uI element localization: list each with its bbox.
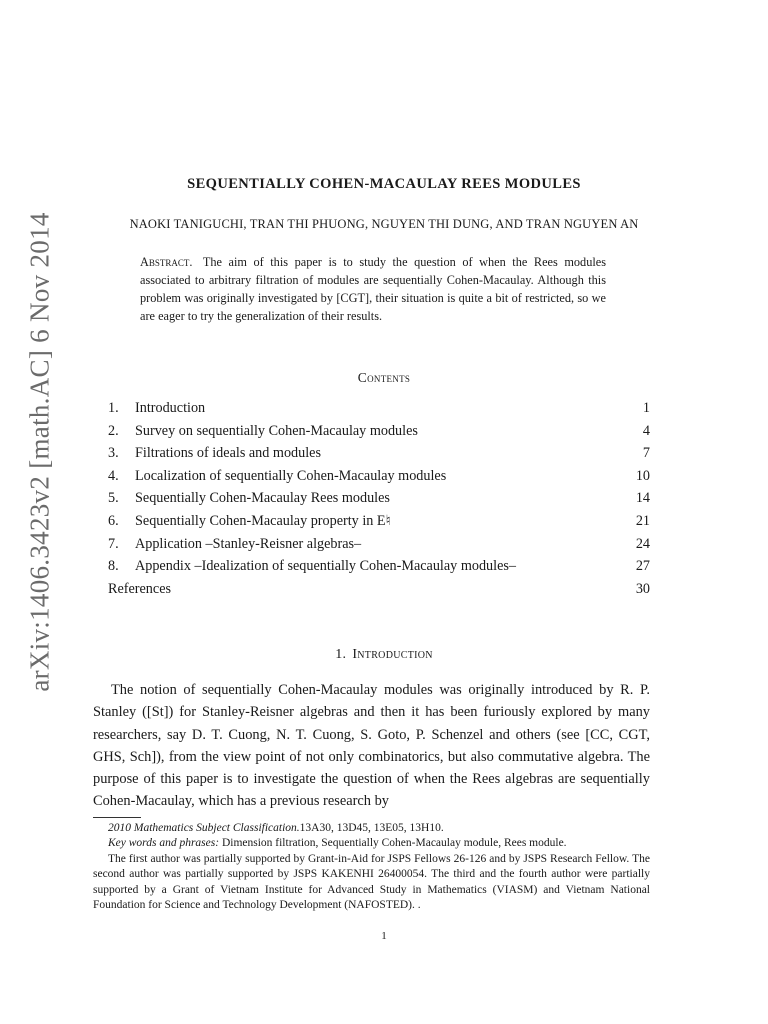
toc-entry[interactable] xyxy=(108,445,650,468)
abstract-text: The aim of this paper is to study the question of when the Rees modules associated to arbitrary filtration of modules are sequentially Cohen-Macaulay. Although this problem was originally investigated by [CGT], their situation is quite a bit of restricted, so we are eager to try the generalization of their results. xyxy=(140,255,607,323)
footnote-keywords xyxy=(93,836,650,851)
toc-entry-number: 6. xyxy=(108,512,119,529)
abstract-label: Abstract. xyxy=(140,255,193,269)
toc-entry-page: 30 xyxy=(635,580,650,597)
arxiv-identifier-stamp xyxy=(0,0,55,1024)
toc-entry[interactable] xyxy=(108,490,650,513)
toc-entry[interactable] xyxy=(108,400,650,423)
toc-entry-page: 7 xyxy=(642,445,650,462)
footnote-msc xyxy=(93,821,650,836)
toc-entry-number: 8. xyxy=(108,558,119,575)
contents-heading: Contents xyxy=(357,370,411,385)
toc-entry-title: Survey on sequentially Cohen-Macaulay modules xyxy=(135,422,418,439)
keywords-label: Key words and phrases: xyxy=(108,837,220,850)
keywords-value: Dimension filtration, Sequentially Cohen-Macaulay module, Rees module. xyxy=(221,837,567,850)
section-heading xyxy=(0,647,768,663)
introduction-body xyxy=(93,679,650,813)
table-of-contents xyxy=(108,400,650,603)
toc-entry[interactable] xyxy=(108,468,650,491)
toc-entry-title: Application –Stanley-Reisner algebras– xyxy=(135,535,362,552)
toc-entry-number: 4. xyxy=(108,467,119,484)
msc-label: 2010 Mathematics Subject Classification. xyxy=(108,822,300,834)
toc-entry-number: 7. xyxy=(108,535,119,552)
body-paragraph: The notion of sequentially Cohen-Macaulay modules was originally introduced by R. P. Stanley ([St]) for Stanley-Reisner algebras and then it has been furiously explored by many researchers, say D. T. Cuong, N. T. Cuong, S. Goto, P. Schenzel and others (see [CC, CGT, GHS, Sch]), from the view point of not only combinatorics, but also commutative algebra. The purpose of this paper is to investigate the question of when the Rees algebras are sequentially Cohen-Macaulay, which has a previous research by xyxy=(93,682,650,810)
toc-entry-title: Appendix –Idealization of sequentially Cohen-Macaulay modules– xyxy=(135,558,516,575)
toc-entry-number: 3. xyxy=(108,445,119,462)
toc-entry-references[interactable] xyxy=(108,581,650,604)
toc-entry-page: 14 xyxy=(635,490,650,507)
toc-entry-title: Localization of sequentially Cohen-Macaulay modules xyxy=(135,467,447,484)
msc-value: 13A30, 13D45, 13E05, 13H10. xyxy=(299,822,444,834)
toc-entry[interactable] xyxy=(108,536,650,559)
toc-entry-page: 10 xyxy=(635,467,650,484)
toc-entry-page: 24 xyxy=(635,535,650,552)
paper-title: SEQUENTIALLY COHEN-MACAULAY REES MODULES xyxy=(187,176,581,192)
footnote-divider xyxy=(93,817,141,818)
toc-entry-title: Introduction xyxy=(135,400,206,416)
toc-entry-title: References xyxy=(108,580,172,597)
toc-entry[interactable] xyxy=(108,558,650,581)
toc-entry-title: Sequentially Cohen-Macaulay Rees modules xyxy=(135,490,390,507)
section-title: Introduction xyxy=(352,647,433,662)
toc-entry[interactable] xyxy=(108,513,650,536)
footnote-support: The first author was partially supported by Grant-in-Aid for JSPS Fellows 26-126 and by JSPS Research Fellow. The second author was partially supported by JSPS KAKENHI 26400054. The third and the fourth author were partially supported by a Grant of Vietnam Institute for Advanced Study in Mathematics (VIASM) and Vietnam National Foundation for Science and Technology Development (NAFOSTED). . xyxy=(93,852,650,912)
toc-entry-title: Filtrations of ideals and modules xyxy=(135,445,321,462)
toc-entry-number: 5. xyxy=(108,490,119,507)
page-number: 1 xyxy=(381,930,387,942)
toc-entry-page: 1 xyxy=(642,400,650,416)
toc-entry-page: 27 xyxy=(635,558,650,575)
toc-entry-number: 2. xyxy=(108,422,119,439)
toc-entry[interactable] xyxy=(108,423,650,446)
arxiv-stamp-text: arXiv:1406.3423v2 [math.AC] 6 Nov 2014 xyxy=(24,212,55,692)
toc-entry-number: 1. xyxy=(108,400,119,416)
toc-entry-page: 4 xyxy=(642,422,650,439)
abstract xyxy=(140,253,606,325)
author-list: NAOKI TANIGUCHI, TRAN THI PHUONG, NGUYEN THI DUNG, AND TRAN NGUYEN AN xyxy=(129,217,639,231)
section-number: 1. xyxy=(335,647,347,662)
toc-entry-title: Sequentially Cohen-Macaulay property in E♮ xyxy=(135,512,391,529)
toc-entry-page: 21 xyxy=(635,512,650,529)
footnotes xyxy=(93,821,650,913)
